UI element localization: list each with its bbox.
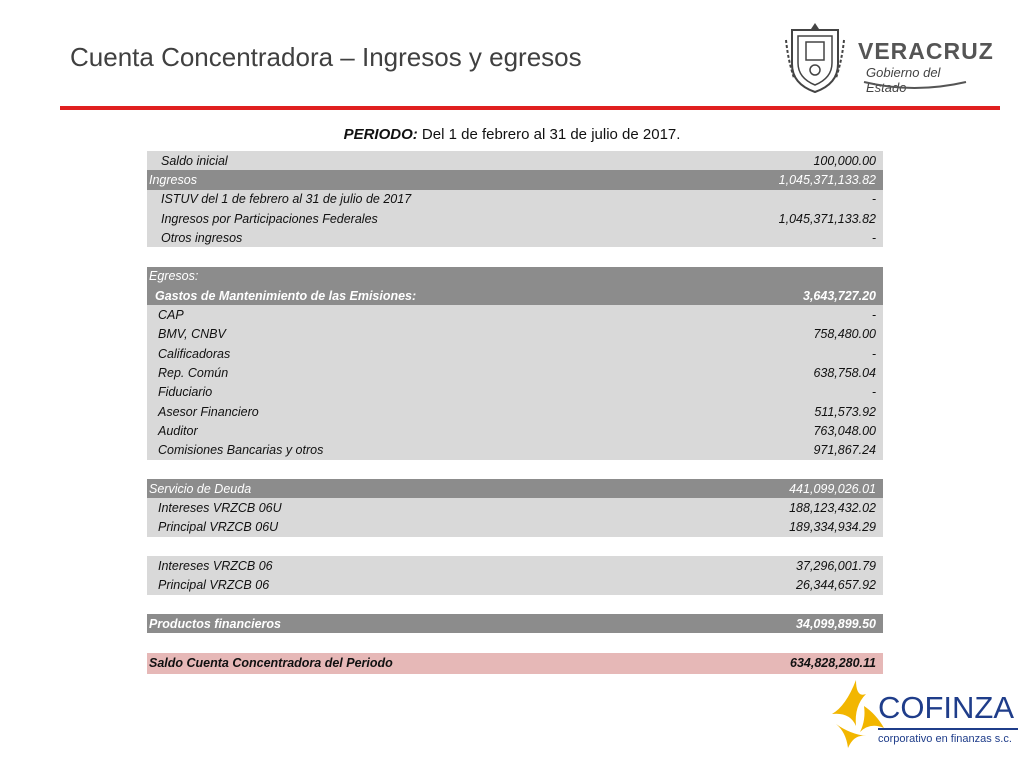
table-row: [147, 421, 883, 440]
swoosh-icon: [854, 78, 974, 92]
row-value: 634,828,280.11: [790, 656, 876, 671]
row-value: -: [871, 230, 876, 245]
brand-subtitle: Gobierno del Estado: [866, 65, 941, 95]
row-value: -: [871, 192, 876, 207]
period-label: PERIODO:: [343, 126, 418, 143]
table-row: [147, 498, 883, 517]
period-line: [0, 126, 1024, 143]
table-row: [147, 614, 883, 633]
table-row: [147, 518, 883, 537]
row-value: 26,344,657.92: [796, 578, 876, 593]
cofinza-rule: [878, 728, 1018, 730]
row-label: CAP: [158, 308, 184, 323]
table-row: [147, 653, 883, 674]
row-value: 971,867.24: [813, 443, 876, 458]
row-label: Saldo inicial: [161, 153, 228, 168]
row-label: Productos financieros: [149, 616, 281, 631]
row-label: Rep. Común: [158, 365, 229, 380]
row-value: 638,758.04: [813, 365, 876, 380]
row-value: 100,000.00: [813, 153, 876, 168]
veracruz-logo: [784, 20, 994, 96]
row-value: 758,480.00: [813, 327, 876, 342]
coat-of-arms-icon: [784, 20, 846, 94]
row-label: Calificadoras: [158, 346, 231, 361]
header-divider: [60, 106, 1000, 110]
table-row: [147, 267, 883, 286]
brand-name: VERACRUZ: [858, 38, 994, 64]
row-label: Gastos de Mantenimiento de las Emisiones:: [155, 288, 417, 303]
row-value: 1,045,371,133.82: [778, 211, 876, 226]
row-value: 188,123,432.02: [789, 500, 876, 515]
table-spacer-row: [147, 633, 883, 652]
row-value: 763,048.00: [813, 423, 876, 438]
table-row: [147, 344, 883, 363]
table-row: [147, 228, 883, 247]
table-row: [147, 209, 883, 228]
row-value: -: [871, 346, 876, 361]
table-row: [147, 479, 883, 498]
row-value: 37,296,001.79: [796, 558, 876, 573]
row-label: Otros ingresos: [161, 230, 243, 245]
row-label: Egresos:: [149, 269, 199, 284]
row-label: Fiduciario: [158, 385, 213, 400]
period-text: Del 1 de febrero al 31 de julio de 2017.: [417, 126, 681, 143]
table-row: [147, 305, 883, 324]
table-spacer-row: [147, 460, 883, 479]
page-title: Cuenta Concentradora – Ingresos y egresos: [70, 42, 582, 72]
cash-flow-table: [147, 151, 883, 674]
cofinza-logo: [826, 676, 1022, 764]
cofinza-name: COFINZA: [878, 690, 1015, 725]
table-row: [147, 383, 883, 402]
row-label: Comisiones Bancarias y otros: [158, 443, 324, 458]
row-label: Servicio de Deuda: [149, 481, 252, 496]
row-label: Auditor: [158, 423, 198, 438]
table-row: [147, 325, 883, 344]
row-label: Ingresos: [149, 172, 197, 187]
table-spacer-row: [147, 247, 883, 266]
table-row: [147, 576, 883, 595]
row-label: Principal VRZCB 06U: [158, 520, 279, 535]
cofinza-tagline: corporativo en finanzas s.c.: [878, 733, 1012, 745]
row-value: 1,045,371,133.82: [778, 172, 876, 187]
table-row: [147, 286, 883, 305]
table-row: [147, 190, 883, 209]
row-label: Principal VRZCB 06: [158, 578, 270, 593]
table-spacer-row: [147, 537, 883, 556]
row-value: -: [871, 308, 876, 323]
table-row: [147, 556, 883, 575]
row-value: 3,643,727.20: [803, 288, 876, 303]
table-spacer-row: [147, 595, 883, 614]
table-row: [147, 440, 883, 459]
row-label: BMV, CNBV: [158, 327, 226, 342]
table-row: [147, 151, 883, 170]
table-row: [147, 363, 883, 382]
row-value: -: [871, 385, 876, 400]
row-value: 441,099,026.01: [789, 481, 876, 496]
row-label: ISTUV del 1 de febrero al 31 de julio de 2017: [161, 192, 412, 207]
row-value: 189,334,934.29: [789, 520, 876, 535]
row-value: 34,099,899.50: [796, 616, 876, 631]
row-label: Saldo Cuenta Concentradora del Periodo: [149, 656, 393, 671]
row-value: 511,573.92: [814, 404, 876, 419]
row-label: Intereses VRZCB 06U: [158, 500, 282, 515]
row-label: Intereses VRZCB 06: [158, 558, 273, 573]
row-label: Ingresos por Participaciones Federales: [161, 211, 378, 226]
table-row: [147, 402, 883, 421]
table-row: [147, 170, 883, 189]
row-label: Asesor Financiero: [158, 404, 259, 419]
